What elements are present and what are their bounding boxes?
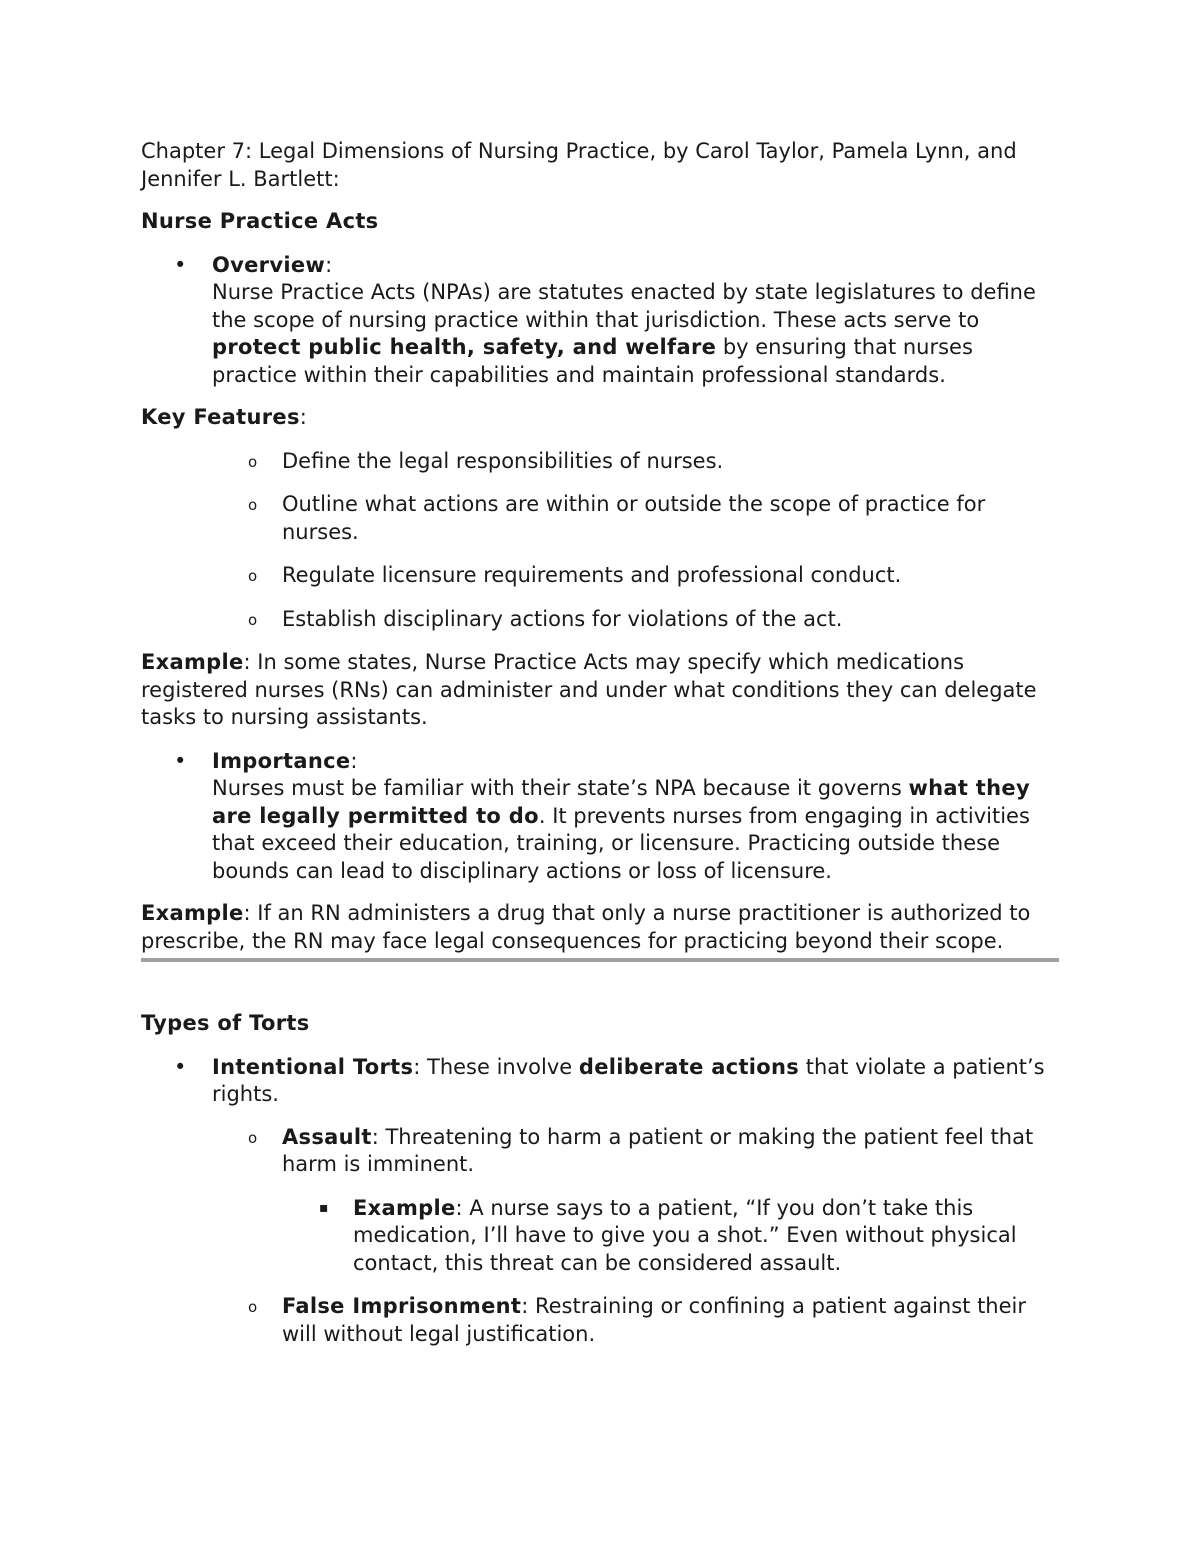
key-features-colon: : [299, 405, 307, 429]
assault-example-item [141, 1195, 1061, 1278]
example-paragraph-scope [141, 900, 1061, 955]
false-imprisonment-label: False Imprisonment [282, 1294, 522, 1318]
key-feature-item [141, 491, 1061, 546]
assault-label: Assault [282, 1124, 372, 1149]
intentional-torts-label: Intentional Torts [212, 1054, 414, 1079]
example-label: Example [141, 650, 244, 674]
overview-text-part: Nurse Practice Acts (NPAs) are statutes enacted by state legislatures to define the scope of nursing practice within that jurisdiction. These acts serve to [212, 280, 1036, 332]
importance-text-part: Nurses must be familiar with their state’s NPA because it governs [212, 776, 909, 800]
overview-text [212, 279, 1061, 389]
key-feature-text: Define the legal responsibilities of nurses. [282, 448, 724, 473]
sub-bullet-marker: o [248, 567, 258, 585]
example-text: : A nurse says to a patient, “If you don’t take this medication, I’ll have to give you a shot.” Even without physical contact, this threat can be considered assault. [353, 1195, 1017, 1275]
overview-text-part: by ensuring that nurses practice within their capabilities and maintain professional standards. [212, 335, 973, 387]
overview-label: Overview [212, 252, 326, 277]
example-label: Example [353, 1195, 456, 1220]
key-feature-item [141, 448, 1061, 476]
chapter-intro: Chapter 7: Legal Dimensions of Nursing Practice, by Carol Taylor, Pamela Lynn, and Jennifer L. Bartlett: [141, 139, 1017, 191]
importance-colon: : [350, 748, 358, 773]
importance-text-part: . It prevents nurses from engaging in activities that exceed their education, training, or licensure. Practicing outside these bounds can lead to disciplinary actions or loss of licensure. [212, 803, 1030, 883]
sub-bullet-marker: o [248, 1298, 258, 1316]
sub-bullet-marker: o [248, 452, 258, 471]
example-text: : In some states, Nurse Practice Acts may specify which medications registered nurses (RNs) can administer and under what conditions they can delegate tasks to nursing assistants. [141, 650, 1037, 729]
key-feature-text: Establish disciplinary actions for violations of the act. [282, 606, 843, 631]
false-imprisonment-text: : Restraining or confining a patient against their will without legal justification. [282, 1294, 1026, 1346]
bullet-marker: • [174, 1054, 187, 1079]
key-feature-item [141, 606, 1061, 634]
bullet-marker: • [174, 748, 187, 773]
bullet-marker: • [174, 252, 187, 277]
sub-bullet-marker: o [248, 610, 258, 629]
horizontal-divider [141, 958, 1059, 962]
key-feature-text: Regulate licensure requirements and professional conduct. [282, 563, 902, 587]
key-features-label: Key Features [141, 405, 300, 429]
document-page [141, 138, 1061, 1364]
list-item-overview [141, 252, 1061, 390]
sub-bullet-marker: o [248, 1128, 258, 1147]
example-paragraph-npa [141, 649, 1061, 732]
key-features-heading [141, 404, 1061, 432]
square-bullet-marker: ▪ [319, 1199, 329, 1216]
sub-bullet-marker: o [248, 496, 258, 514]
key-feature-text: Outline what actions are within or outside the scope of practice for nurses. [282, 492, 986, 544]
overview-emphasis: protect public health, safety, and welfare [212, 335, 717, 359]
example-text: : If an RN administers a drug that only a nurse practitioner is authorized to prescribe, the RN may face legal consequences for practicing beyond their scope. [141, 901, 1031, 953]
importance-emphasis: what they are legally permitted to do [212, 776, 1030, 828]
example-label: Example [141, 901, 244, 925]
assault-text: : Threatening to harm a patient or making the patient feel that harm is imminent. [282, 1124, 1034, 1176]
tort-item-false-imprisonment [141, 1293, 1061, 1348]
list-item-importance [141, 748, 1061, 886]
list-item-intentional-torts [141, 1054, 1061, 1109]
importance-label: Importance [212, 748, 351, 773]
section-heading-nurse-practice-acts: Nurse Practice Acts [141, 209, 379, 233]
intentional-torts-text-part: that violate a patient’s rights. [212, 1054, 1045, 1106]
intentional-torts-emphasis: deliberate actions [578, 1054, 800, 1079]
section-heading-types-of-torts: Types of Torts [141, 1011, 310, 1035]
importance-text [212, 775, 1061, 885]
key-feature-item [141, 562, 1061, 590]
tort-item-assault [141, 1124, 1061, 1179]
intentional-torts-text-part: : These involve [413, 1054, 579, 1079]
overview-colon: : [325, 252, 333, 277]
